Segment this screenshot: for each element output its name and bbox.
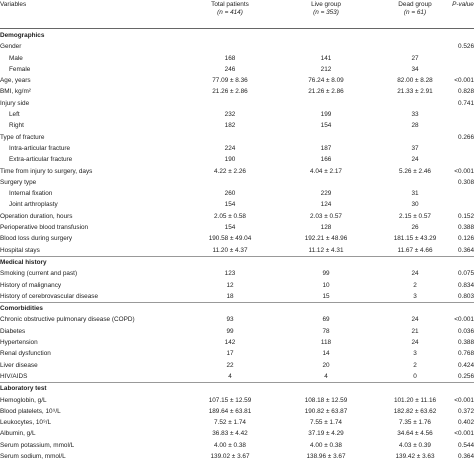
dead-cell: 3 [413,350,417,358]
p-value-cell: 0.075 [458,270,474,278]
dead-cell: 28 [411,122,419,130]
p-value-cell: <0.001 [454,167,474,175]
row-label: Time from injury to surgery, days [0,167,93,175]
p-value-cell: 0.544 [458,441,474,449]
dead-cell: 30 [411,201,419,209]
total-cell: 4.22 ± 2.26 [214,167,246,175]
row-label: Liver disease [0,361,38,369]
total-cell: 189.64 ± 63.81 [208,407,252,415]
live-cell: 10 [322,281,330,289]
total-cell: 168 [224,54,236,62]
table-row [0,245,474,256]
table-row [0,233,474,244]
section-header-row [0,256,474,268]
total-cell: 21.26 ± 2.86 [212,88,248,96]
p-value-cell: 0.402 [458,419,474,427]
dead-cell: 2 [413,281,417,289]
table-row [0,280,474,291]
dead-cell: 34.64 ± 4.56 [397,430,433,438]
dead-cell: 2.15 ± 0.57 [399,212,431,220]
table-header [0,0,474,29]
p-value-cell: 0.308 [458,178,474,186]
live-cell: 212 [320,65,332,73]
total-cell: 18 [226,292,234,300]
dead-cell: 4.03 ± 0.39 [399,441,431,449]
dead-cell: 182.82 ± 63.62 [393,407,437,415]
dead-cell: 37 [411,144,419,152]
p-value-cell: <0.001 [454,77,474,85]
table-row [0,53,474,64]
p-value-cell: 0.828 [458,88,474,96]
p-value-cell: 0.266 [458,133,474,141]
dead-cell: 26 [411,224,419,232]
total-cell: 36.83 ± 4.42 [212,430,248,438]
total-cell: 77.09 ± 8.36 [212,77,248,85]
total-cell: 190.58 ± 49.04 [208,235,252,243]
total-cell: 190 [224,156,236,164]
p-value-cell: 0.364 [458,452,474,460]
header-total-patients [190,1,270,16]
table-row [0,222,474,233]
live-cell: 190.82 ± 63.87 [304,407,348,415]
row-label: Hypertension [0,339,38,347]
table-row [0,199,474,210]
p-value-cell: 0.372 [458,407,474,415]
table-row [0,395,474,406]
live-cell: 187 [320,144,332,152]
live-cell: 154 [320,122,332,130]
header-p-value: P-value [452,1,474,8]
live-cell: 138.96 ± 3.67 [306,452,346,460]
dead-cell: 3 [413,292,417,300]
table-row [0,98,474,109]
header-dead-title: Dead group [398,1,432,8]
live-cell: 21.26 ± 2.86 [308,88,344,96]
row-label: Type of fracture [0,133,45,141]
total-cell: 139.02 ± 3.67 [210,452,250,460]
table-row [0,337,474,348]
row-label: History of cerebrovascular disease [0,292,99,300]
dead-cell: 21 [411,327,419,335]
total-cell: 154 [224,201,236,209]
live-cell: 229 [320,190,332,198]
table-row [0,451,474,462]
dead-cell: 139.42 ± 3.63 [395,452,435,460]
live-cell: 7.55 ± 1.74 [310,419,342,427]
live-cell: 20 [322,361,330,369]
live-cell: 99 [322,270,330,278]
row-label: Age, years [0,77,31,85]
dead-cell: 24 [411,339,419,347]
header-live-group [286,1,366,16]
dead-cell: 24 [411,316,419,324]
header-total-title: Total patients [211,1,249,8]
dead-cell: 0 [413,372,417,380]
table-row [0,64,474,75]
p-value-cell: 0.768 [458,350,474,358]
p-value-cell: 0.741 [458,99,474,107]
dead-cell: 34 [411,65,419,73]
table-row [0,417,474,428]
live-cell: 4.00 ± 0.38 [310,441,342,449]
total-cell: 22 [226,361,234,369]
row-label: History of malignancy [0,281,62,289]
header-live-n: (n = 353) [313,8,339,16]
live-cell: 108.18 ± 12.59 [304,396,348,404]
live-cell: 192.21 ± 48.96 [304,235,348,243]
section-header-row [0,382,474,394]
row-label: Chronic obstructive pulmonary disease (COPD) [0,316,135,324]
table-row [0,326,474,337]
row-label: BMI, kg/m² [0,88,31,96]
table-body [0,30,474,462]
table-row [0,120,474,131]
table-row [0,188,474,199]
table-row [0,86,474,97]
dead-cell: 24 [411,156,419,164]
table-row [0,177,474,188]
dead-cell: 33 [411,111,419,119]
p-value-cell: 0.424 [458,361,474,369]
live-cell: 11.12 ± 4.31 [308,246,344,254]
table-row [0,291,474,302]
section-title: Comorbidities [0,305,43,313]
row-label: Hemoglobin, g/L [0,396,47,404]
p-value-cell: 0.152 [458,212,474,220]
row-label: Perioperative blood transfusion [0,224,89,232]
dead-cell: 181.15 ± 43.29 [393,235,437,243]
table-row [0,440,474,451]
table-row [0,360,474,371]
live-cell: 15 [322,292,330,300]
p-value-cell: 0.834 [458,281,474,289]
section-title: Laboratory test [0,385,47,393]
table-row [0,154,474,165]
table-row [0,143,474,154]
dead-cell: 5.26 ± 2.46 [399,167,431,175]
table-row [0,314,474,325]
total-cell: 142 [224,339,236,347]
live-cell: 141 [320,54,332,62]
row-label: HIV/AIDS [0,372,28,380]
total-cell: 4 [228,372,232,380]
live-cell: 76.24 ± 8.09 [308,77,344,85]
live-cell: 37.19 ± 4.29 [308,430,344,438]
table-row [0,41,474,52]
row-label: Injury side [0,99,30,107]
section-title: Medical history [0,258,47,266]
total-cell: 93 [226,316,234,324]
header-total-n: (n = 414) [217,8,243,16]
total-cell: 182 [224,122,236,130]
row-label: Serum potassium, mmol/L [0,441,75,449]
total-cell: 11.20 ± 4.37 [212,246,248,254]
total-cell: 123 [224,270,236,278]
row-label: Surgery type [0,178,37,186]
table-row [0,371,474,382]
live-cell: 166 [320,156,332,164]
table-row [0,75,474,86]
total-cell: 99 [226,327,234,335]
p-value-cell: 0.526 [458,43,474,51]
table-row [0,406,474,417]
dead-cell: 24 [411,270,419,278]
table-row [0,109,474,120]
total-cell: 154 [224,224,236,232]
total-cell: 232 [224,111,236,119]
total-cell: 2.05 ± 0.58 [214,212,246,220]
p-value-cell: 0.126 [458,235,474,243]
header-dead-n: (n = 61) [403,8,427,16]
row-label: Male [9,54,23,62]
table-row [0,132,474,143]
p-value-cell: <0.001 [454,430,474,438]
header-live-title: Live group [311,1,341,8]
dead-cell: 11.67 ± 4.66 [397,246,433,254]
row-label: Diabetes [0,327,26,335]
row-label: Internal fixation [9,190,53,198]
total-cell: 12 [226,281,234,289]
table-row [0,268,474,279]
p-value-cell: 0.803 [458,292,474,300]
row-label: Female [9,65,31,73]
row-label: Extra-articular fracture [9,156,73,164]
row-label: Smoking (current and past) [0,270,78,278]
live-cell: 4.04 ± 2.17 [310,167,342,175]
dead-cell: 7.35 ± 1.76 [399,419,431,427]
dead-cell: 2 [413,361,417,369]
live-cell: 124 [320,201,332,209]
row-label: Intra-articular fracture [9,144,71,152]
header-dead-group [382,1,448,16]
dead-cell: 27 [411,54,419,62]
section-header-row [0,302,474,314]
p-value-cell: 0.388 [458,339,474,347]
live-cell: 199 [320,111,332,119]
p-value-cell: 0.364 [458,246,474,254]
header-variables: Variables [0,1,27,8]
p-value-cell: 0.388 [458,224,474,232]
live-cell: 118 [320,339,332,347]
live-cell: 14 [322,350,330,358]
section-title: Demographics [0,32,45,39]
total-cell: 260 [224,190,236,198]
row-label: Gender [0,43,22,51]
dead-cell: 101.20 ± 11.16 [393,396,437,404]
row-label: Renal dysfunction [0,350,51,358]
table-row [0,428,474,439]
row-label: Right [9,122,24,130]
row-label: Leukocytes, 10⁹/L [0,419,52,427]
row-label: Blood loss during surgery [0,235,73,243]
section-header-row [0,30,474,41]
row-label: Serum sodium, mmol/L [0,452,66,460]
dead-cell: 21.33 ± 2.91 [397,88,433,96]
p-value-cell: <0.001 [454,316,474,324]
total-cell: 224 [224,144,236,152]
row-label: Operation duration, hours [0,212,73,220]
live-cell: 78 [322,327,330,335]
row-label: Hospital stays [0,246,40,254]
row-label: Left [9,111,20,119]
live-cell: 2.03 ± 0.57 [310,212,342,220]
live-cell: 69 [322,316,330,324]
total-cell: 7.52 ± 1.74 [214,419,246,427]
row-label: Albumin, g/L [0,430,36,438]
p-value-cell: 0.036 [458,327,474,335]
p-value-cell: 0.256 [458,372,474,380]
live-cell: 4 [324,372,328,380]
total-cell: 17 [226,350,234,358]
total-cell: 246 [224,65,236,73]
p-value-cell: <0.001 [454,396,474,404]
row-label: Blood platelets, 10⁹/L [0,407,61,415]
live-cell: 128 [320,224,332,232]
row-label: Joint arthroplasty [9,201,58,209]
table-row [0,166,474,177]
dead-cell: 82.00 ± 8.28 [397,77,433,85]
total-cell: 4.00 ± 0.38 [214,441,246,449]
table-row [0,211,474,222]
total-cell: 107.15 ± 12.59 [208,396,252,404]
table-row [0,348,474,359]
dead-cell: 31 [411,190,419,198]
